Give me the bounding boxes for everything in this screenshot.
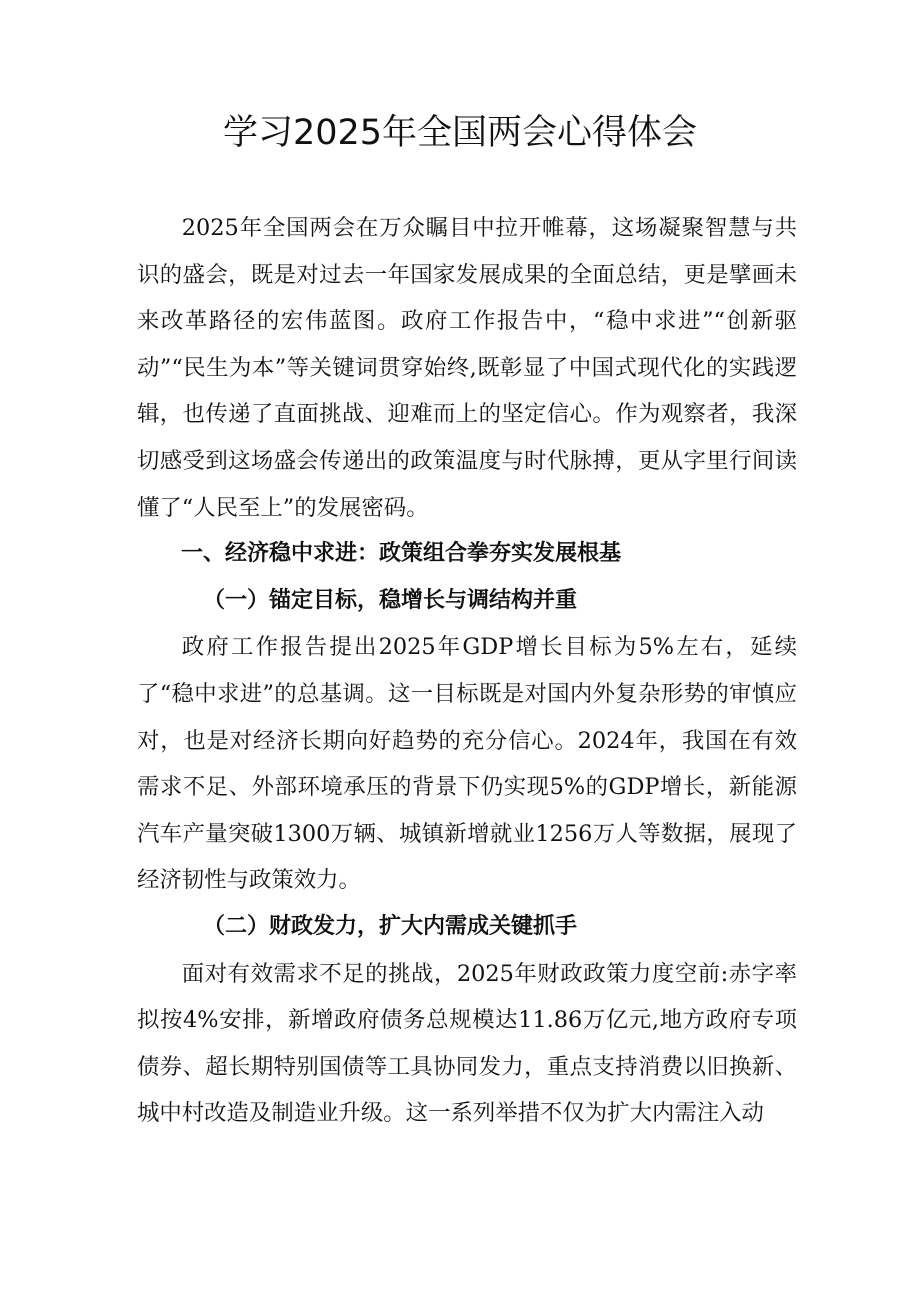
section-heading-1: 一、经济稳中求进：政策组合拳夯实发展根基 [181, 541, 622, 567]
subsection-heading-1: （一）锚定目标，稳增长与调结构并重 [203, 587, 578, 613]
document-title: 学习2025年全国两会心得体会 [222, 113, 698, 153]
subsection-paragraph-2: 面对有效需求不足的挑战，2025年财政政策力度空前:赤字率拟按4%安排，新增政府债务总规模达11.86万亿元,地方政府专项债券、超长期特别国债等工具协同发力，重点支持消费以旧换新、城中村改造及制造业升级。这一系列举措不仅为扩大内需注入动 [137, 960, 797, 1127]
subsection-heading-2: （二）财政发力，扩大内需成关键抓手 [203, 913, 578, 939]
subsection-paragraph-1: 政府工作报告提出2025年GDP增长目标为5%左右，延续了“稳中求进”的总基调。这一目标既是对国内外复杂形势的审慎应对，也是对经济长期向好趋势的充分信心。2024年，我国在有效需求不足、外部环境承压的背景下仍实现5%的GDP增长，新能源汽车产量突破1300万辆、城镇新增就业1256万人等数据，展现了经济韧性与政策效力。 [137, 634, 797, 894]
intro-paragraph: 2025年全国两会在万众瞩目中拉开帷幕，这场凝聚智慧与共识的盛会，既是对过去一年国家发展成果的全面总结，更是擘画未来改革路径的宏伟蓝图。政府工作报告中，“稳中求进”“创新驱动”“民生为本”等关键词贯穿始终,既彰显了中国式现代化的实践逻辑，也传递了直面挑战、迎难而上的坚定信心。作为观察者，我深切感受到这场盛会传递出的政策温度与时代脉搏，更从字里行间读懂了“人民至上”的发展密码。 [137, 215, 797, 521]
document-body [137, 205, 797, 1137]
